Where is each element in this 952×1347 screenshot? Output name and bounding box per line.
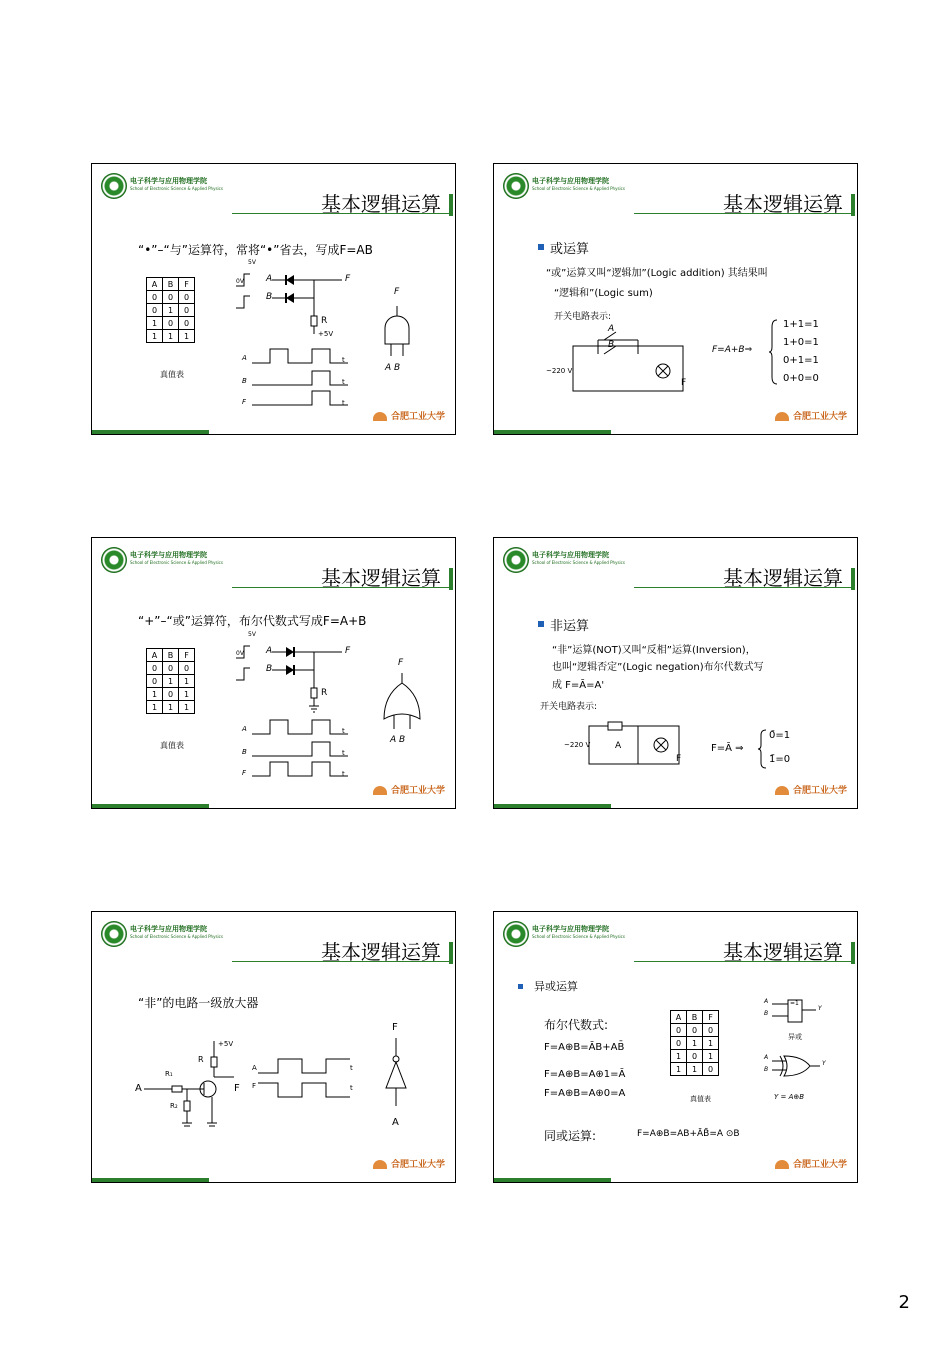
v5-label: 5V	[248, 259, 256, 266]
slide-desc: “+”–“或”运算符，布尔代数式写成F=A+B	[138, 614, 367, 628]
lamp-f: F	[681, 378, 687, 388]
title-accent	[449, 942, 453, 964]
lamp-f: F	[676, 754, 682, 764]
box-y: Y	[818, 1005, 822, 1012]
switch-label: 开关电路表示:	[540, 702, 598, 712]
gate-input: A	[392, 1117, 399, 1128]
footer-accent	[494, 1178, 611, 1182]
org-name: 电子科学与应用物理学院	[130, 925, 207, 933]
title-accent	[449, 568, 453, 590]
title-accent	[851, 942, 855, 964]
university-logo: 合肥工业大学	[373, 1157, 445, 1170]
xnor-label: 同或运算:	[544, 1129, 597, 1143]
school-logo-icon	[101, 173, 127, 199]
brace	[768, 319, 778, 385]
bullet-square-icon	[538, 621, 544, 627]
gate-equation: Y = A⊕B	[774, 1093, 805, 1101]
supply-label: +5V	[318, 330, 334, 338]
t-label-2: t	[342, 378, 345, 386]
desc-line-2: “逻辑和”(Logic sum)	[554, 288, 653, 299]
wave-a: A	[242, 354, 247, 362]
org-name: 电子科学与应用物理学院	[532, 925, 609, 933]
slide-or-operator	[91, 537, 456, 809]
slide-desc: “非”的电路一级放大器	[138, 996, 259, 1010]
org-name-en: School of Electronic Science & Applied Physics	[130, 934, 223, 939]
slide-title: 基本逻辑运算	[321, 566, 441, 590]
label-a: A	[266, 274, 273, 284]
truth-table: A B F 0 0 0 0 1 0 1 0 0 1 1 1	[146, 277, 195, 343]
brace	[757, 729, 767, 769]
gate-inputs: A B	[390, 735, 406, 745]
footer-accent	[494, 804, 611, 808]
label-a: A	[266, 646, 273, 656]
rule-3: 0+1=1	[783, 355, 819, 366]
desc-line-1: “或”运算又叫“逻辑加”(Logic addition) 其结果叫	[546, 268, 768, 279]
not-gate-icon	[382, 1038, 412, 1108]
page-number: 2	[898, 1292, 910, 1313]
slide-title: 基本逻辑运算	[321, 192, 441, 216]
formula: F=A+B⇒	[712, 345, 753, 355]
diode-and-circuit	[232, 258, 362, 358]
xor-y: Y	[822, 1060, 826, 1067]
slide-and-operation	[91, 163, 456, 435]
footer-accent	[494, 430, 611, 434]
r-label: R	[321, 688, 328, 698]
rule-1: 0̄=1	[769, 730, 791, 741]
org-name-en: School of Electronic Science & Applied Physics	[130, 186, 223, 191]
school-logo-icon	[503, 921, 529, 947]
inverted-waveforms	[258, 1057, 358, 1107]
xor-a: A	[764, 1054, 769, 1061]
waveforms	[252, 718, 362, 778]
transistor-amplifier	[142, 1037, 242, 1137]
slide-xor-operation	[493, 911, 858, 1183]
r1-label: R₁	[165, 1070, 173, 1078]
v0-label: 0V	[236, 650, 244, 657]
wave-b: B	[242, 377, 247, 385]
slide-or-operation	[493, 163, 858, 435]
university-logo: 合肥工业大学	[373, 783, 445, 796]
voltage-label: ~220 V	[546, 367, 573, 375]
school-logo-icon	[101, 547, 127, 573]
input-a: A	[135, 1083, 142, 1094]
footer-accent	[92, 430, 209, 434]
truth-table: A B F 0 0 0 0 1 1 1 0 1 1 1 1	[146, 648, 195, 714]
truth-caption: 真值表	[160, 370, 184, 379]
org-name-en: School of Electronic Science & Applied Physics	[532, 186, 625, 191]
org-name: 电子科学与应用物理学院	[532, 177, 609, 185]
slide-title: 基本逻辑运算	[321, 940, 441, 964]
bool-label: 布尔代数式:	[544, 1018, 609, 1032]
r2-label: R₂	[170, 1102, 178, 1110]
wave-b: B	[242, 748, 247, 756]
bullet-square-icon	[538, 244, 544, 250]
wave-a: A	[252, 1064, 257, 1072]
title-accent	[851, 568, 855, 590]
formula: F=Ā ⇒	[711, 743, 744, 754]
box-a: A	[764, 998, 769, 1005]
t-label-3: t	[342, 770, 345, 778]
org-name: 电子科学与应用物理学院	[532, 551, 609, 559]
xor-eq-1: F=A⊕B=ĀB+AB̄	[544, 1042, 625, 1053]
xor-gate-icon	[766, 1054, 826, 1078]
wave-f: F	[242, 769, 247, 777]
slide-not-operation	[493, 537, 858, 809]
wave-f: F	[252, 1082, 257, 1090]
gate-inputs: A B	[385, 363, 401, 373]
desc-line-3: 成 F=Ā=A'	[552, 680, 605, 691]
switch-label: 开关电路表示:	[554, 312, 612, 322]
rule-2: 1̄=0	[769, 754, 791, 765]
switch-a: A	[615, 741, 622, 751]
rule-4: 0+0=0	[783, 373, 819, 384]
rule-1: 1+1=1	[783, 319, 819, 330]
org-name: 电子科学与应用物理学院	[130, 551, 207, 559]
truth-table: A B F 0 0 0 0 1 1 1 0 1 1 1 0	[670, 1010, 719, 1076]
t-label-1: t	[342, 727, 345, 735]
box-b: B	[764, 1010, 769, 1017]
xor-eq-2: F=A⊕B=A⊕1=Ā	[544, 1069, 626, 1080]
or-gate-icon	[382, 673, 422, 733]
and-gate-icon	[382, 306, 412, 356]
org-name-en: School of Electronic Science & Applied Physics	[532, 560, 625, 565]
school-logo-icon	[503, 173, 529, 199]
slide-title: 基本逻辑运算	[723, 940, 843, 964]
label-b: B	[266, 664, 273, 674]
t-label-3: t	[342, 399, 345, 407]
xor-eq-3: F=A⊕B=A⊕0=A	[544, 1088, 626, 1099]
university-logo: 合肥工业大学	[775, 409, 847, 422]
slide-not-amplifier	[91, 911, 456, 1183]
school-logo-icon	[503, 547, 529, 573]
gate-output: F	[398, 658, 404, 668]
supply-label: +5V	[218, 1040, 234, 1048]
org-name: 电子科学与应用物理学院	[130, 177, 207, 185]
university-logo: 合肥工业大学	[775, 783, 847, 796]
t-label-1: t	[342, 356, 345, 364]
t-label-1: t	[350, 1064, 353, 1072]
switch-b: B	[608, 340, 615, 350]
not-switch-circuit	[586, 718, 706, 778]
switch-a: A	[608, 324, 615, 334]
footer-accent	[92, 804, 209, 808]
gate-output: F	[394, 287, 400, 297]
bullet-heading: 非运算	[550, 619, 590, 634]
xnor-equation: F=A⊕B=AB+ĀB̄=A ⊙B	[637, 1129, 740, 1139]
gate-box-label: =1	[790, 1000, 799, 1007]
slide-desc: “•”–“与”运算符，常将“•”省去，写成F=AB	[138, 243, 373, 257]
r-label: R	[198, 1055, 204, 1064]
desc-line-2: 也叫“逻辑否定”(Logic negation)布尔代数式写	[552, 662, 764, 673]
output-f: F	[234, 1083, 240, 1094]
title-accent	[851, 194, 855, 216]
r-label: R	[321, 316, 328, 326]
truth-caption: 真值表	[160, 741, 184, 750]
slide-title: 基本逻辑运算	[723, 566, 843, 590]
waveforms	[252, 347, 362, 407]
school-logo-icon	[101, 921, 127, 947]
org-name-en: School of Electronic Science & Applied Physics	[532, 934, 625, 939]
truth-caption: 真值表	[690, 1095, 711, 1103]
xor-label: 异或	[788, 1033, 802, 1041]
bullet-square-icon	[518, 984, 523, 989]
university-logo: 合肥工业大学	[373, 409, 445, 422]
diode-or-circuit	[232, 630, 362, 730]
slide-title: 基本逻辑运算	[723, 192, 843, 216]
rule-2: 1+0=1	[783, 337, 819, 348]
label-f: F	[345, 646, 351, 656]
t-label-2: t	[342, 749, 345, 757]
label-f: F	[345, 274, 351, 284]
bullet-heading: 异或运算	[534, 980, 578, 993]
gate-output: F	[392, 1022, 398, 1033]
v0-label: 0V	[236, 278, 244, 285]
university-logo: 合肥工业大学	[775, 1157, 847, 1170]
org-name-en: School of Electronic Science & Applied Physics	[130, 560, 223, 565]
wave-f: F	[242, 398, 247, 406]
wave-a: A	[242, 725, 247, 733]
label-b: B	[266, 292, 273, 302]
v5-label: 5V	[248, 631, 256, 638]
xor-b: B	[764, 1066, 769, 1073]
footer-accent	[92, 1178, 209, 1182]
t-label-2: t	[350, 1084, 353, 1092]
bullet-heading: 或运算	[550, 242, 590, 257]
title-accent	[449, 194, 453, 216]
desc-line-1: “非”运算(NOT)又叫“反相”运算(Inversion)，	[552, 645, 756, 656]
voltage-label: ~220 V	[564, 741, 591, 749]
